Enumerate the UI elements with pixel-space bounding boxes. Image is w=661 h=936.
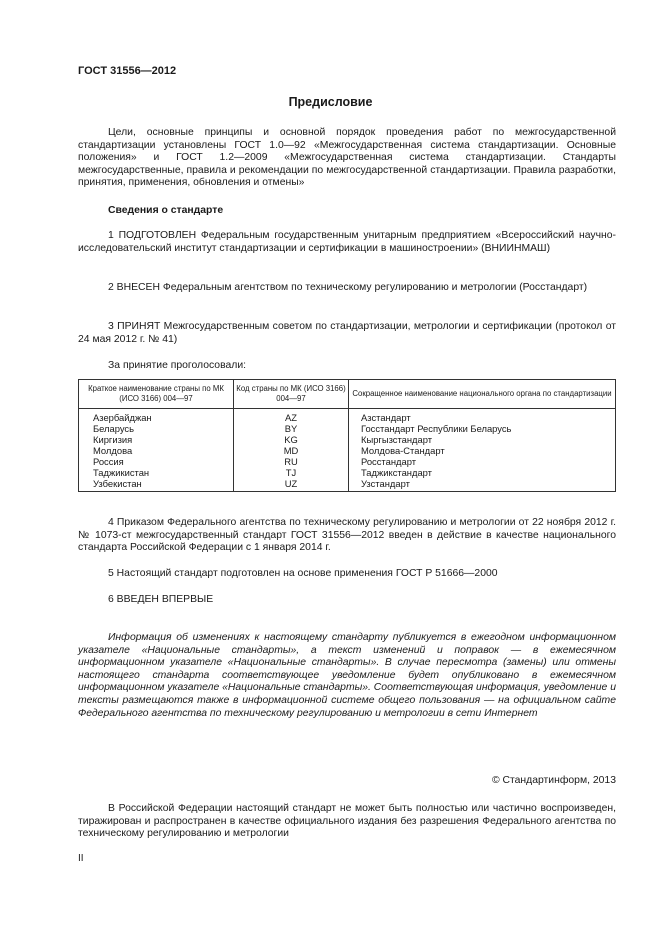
vote-label: За принятие проголосовали:	[108, 360, 247, 371]
item-3	[78, 321, 616, 346]
country-cell: Таджикистан	[79, 467, 234, 478]
code-cell: RU	[234, 456, 349, 467]
code-cell: TJ	[234, 467, 349, 478]
changes-notice-text: Информация об изменениях к настоящему стандарту публикуется в ежегодном информационном указателе «Национальные стандарты», а текст изменений и поправок — в ежемесячном информационном указателе «Национальные стандарты». В случае пересмотра (замены) или отмены настоящего стандарта соответствующее уведомление будет опубликовано в ежемесячном информационном указателе «Национальные стандарты». Соответствующая информация, уведомление и тексты размещаются также в информационной системе общего пользования — на официальном сайте Федерального агентства по техническому регулированию и метрологии в сети Интернет	[78, 632, 616, 719]
code-cell: KG	[234, 434, 349, 445]
body-cell: Молдова-Стандарт	[349, 445, 616, 456]
table-header-code: Код страны по МК (ИСО 3166) 004—97	[234, 380, 349, 409]
body-cell: Кыргызстандарт	[349, 434, 616, 445]
table-row	[79, 434, 616, 445]
table-row	[79, 456, 616, 467]
item-2-text: 2 ВНЕСЕН Федеральным агентством по техническому регулированию и метрологии (Росстандарт)	[108, 282, 588, 293]
body-cell: Таджикстандарт	[349, 467, 616, 478]
table-row	[79, 409, 616, 424]
table-header-country: Краткое наименование страны по МК (ИСО 3166) 004—97	[79, 380, 234, 409]
code-cell: MD	[234, 445, 349, 456]
intro-text: Цели, основные принципы и основной порядок проведения работ по межгосударственной стандартизации установлены ГОСТ 1.0—92 «Межгосударственная система стандартизации. Основные положения» и ГОСТ 1.2—2009 «Межгосударственная система стандартизации. Стандарты межгосударственные, правила и рекомендации по межгосударственной стандартизации. Правила разработки, принятия, применения, обновления и отмены»	[78, 127, 616, 189]
table-row	[79, 445, 616, 456]
item-3-text: 3 ПРИНЯТ Межгосударственным советом по стандартизации, метрологии и сертификации (протокол от 24 мая 2012 г. № 41)	[78, 321, 616, 345]
intro-paragraph	[78, 127, 616, 190]
table-header-row	[79, 380, 616, 409]
page-title: Предисловие	[288, 95, 373, 109]
table-header-body: Сокращенное наименование национального органа по стандартизации	[349, 380, 616, 409]
info-heading: Сведения о стандарте	[108, 205, 224, 216]
member-states-table	[78, 379, 616, 492]
item-1	[78, 230, 616, 255]
body-cell: Азстандарт	[349, 409, 616, 424]
table-row	[79, 423, 616, 434]
country-cell: Беларусь	[79, 423, 234, 434]
item-2	[78, 282, 616, 295]
country-cell: Азербайджан	[79, 409, 234, 424]
body-cell: Узстандарт	[349, 478, 616, 492]
item-4-text: 4 Приказом Федерального агентства по техническому регулированию и метрологии от 22 ноября 2012 г. № 1073-ст межгосударственный стандарт ГОСТ 31556—2012 введен в действие в качестве национального стандарта Российской Федерации с 1 января 2014 г.	[78, 517, 616, 554]
page-number: II	[78, 853, 84, 864]
item-5	[78, 568, 616, 581]
body-cell: Госстандарт Республики Беларусь	[349, 423, 616, 434]
body-cell: Росстандарт	[349, 456, 616, 467]
country-cell: Узбекистан	[79, 478, 234, 492]
code-cell: BY	[234, 423, 349, 434]
table-row	[79, 478, 616, 492]
country-cell: Россия	[79, 456, 234, 467]
copyright: © Стандартинформ, 2013	[491, 775, 616, 786]
item-6-text: 6 ВВЕДЕН ВПЕРВЫЕ	[108, 594, 214, 605]
legal-notice	[78, 803, 616, 841]
code-cell: UZ	[234, 478, 349, 492]
code-cell: AZ	[234, 409, 349, 424]
changes-notice	[78, 632, 616, 720]
country-cell: Киргизия	[79, 434, 234, 445]
table-row	[79, 467, 616, 478]
legal-notice-text: В Российской Федерации настоящий стандарт не может быть полностью или частично воспроизведен, тиражирован и распространен в качестве официального издания без разрешения Федерального агентства по техническому регулированию и метрологии	[78, 803, 616, 840]
item-4	[78, 517, 616, 555]
item-1-text: 1 ПОДГОТОВЛЕН Федеральным государственным унитарным предприятием «Всероссийский научно-исследовательский институт стандартизации и сертификации в машиностроении» (ВНИИНМАШ)	[78, 230, 616, 254]
item-6	[78, 594, 616, 607]
item-5-text: 5 Настоящий стандарт подготовлен на основе применения ГОСТ Р 51666—2000	[108, 568, 498, 579]
document-header: ГОСТ 31556—2012	[78, 65, 177, 77]
country-cell: Молдова	[79, 445, 234, 456]
